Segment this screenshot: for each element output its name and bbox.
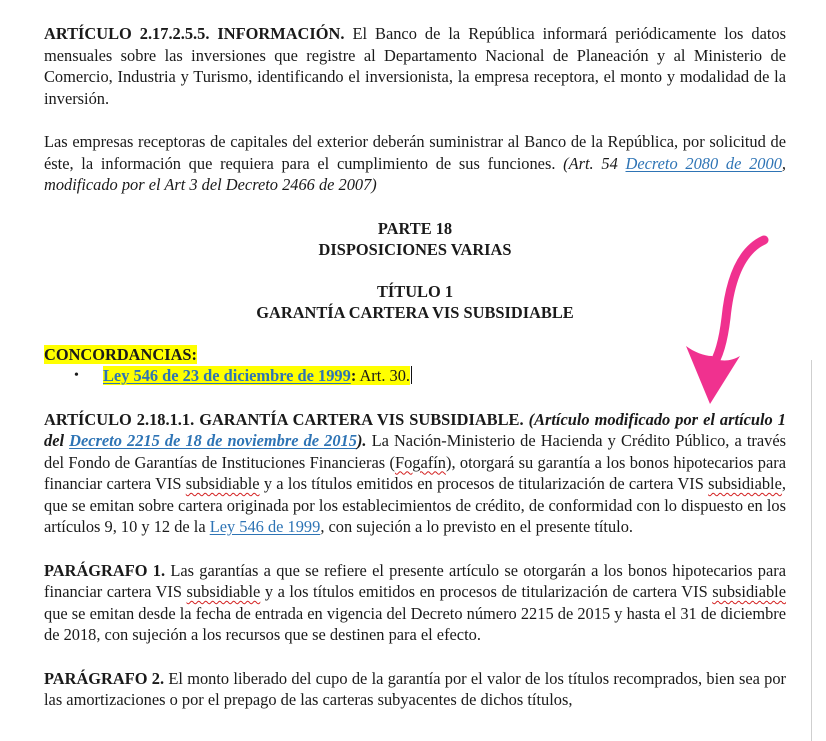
titulo-title: GARANTÍA CARTERA VIS SUBSIDIABLE bbox=[256, 303, 574, 322]
modification-prefix: (Artículo modificado por el artículo 1 del bbox=[44, 409, 786, 450]
bullet: • bbox=[74, 368, 79, 383]
paragrafo-1 bbox=[44, 560, 786, 646]
article-body-part: , con sujeción a lo previsto en el presente título. bbox=[320, 517, 634, 536]
paragrafo-body-part: Las garantías a que se refiere el presente artículo se otorgarán a los bonos hipotecarios para financiar cartera VIS bbox=[44, 560, 786, 601]
article-body-part: ), otorgará su garantía a los bonos hipotecarios para financiar cartera VIS bbox=[44, 452, 786, 493]
modification-suffix: ). bbox=[356, 431, 367, 450]
decreto-2215-link[interactable]: Decreto 2215 de 18 de noviembre de 2015 bbox=[69, 431, 357, 450]
article-body-part: y a los títulos emitidos en procesos de titularización de cartera VIS bbox=[259, 474, 709, 493]
paragrafo-body: El monto liberado del cupo de la garantía por el valor de los títulos recomprados, bien sea por las amortizaciones o por el prepago de las carteras subyacentes de dichos títulos, bbox=[44, 668, 787, 709]
subsidiable-word: subsidiable bbox=[186, 582, 261, 601]
subsidiable-word: subsidiable bbox=[712, 582, 786, 601]
concordancias-label: CONCORDANCIAS: bbox=[44, 344, 197, 364]
subsidiable-word: subsidiable bbox=[708, 474, 782, 493]
subsidiable-word: subsidiable bbox=[185, 474, 260, 493]
article-body-part: La Nación-Ministerio de Hacienda y Crédito Público, a través del Fondo de Garantías de Instituciones Financieras ( bbox=[44, 431, 786, 472]
paragrafo-body-part: que se emitan desde la fecha de entrada en vigencia del Decreto número 2215 de 2015 y hasta el 31 de diciembre de 2018, con sujeción a los recursos que se destinen para el efecto. bbox=[44, 603, 786, 644]
article-heading: ARTÍCULO 2.17.2.5.5. INFORMACIÓN. bbox=[44, 24, 345, 43]
ley-546-link[interactable]: Ley 546 de 23 de diciembre de 1999 bbox=[103, 366, 351, 385]
paragrafo-heading: PARÁGRAFO 1. bbox=[44, 560, 166, 580]
page-edge-divider bbox=[811, 360, 812, 741]
article-body-part: , que se emitan sobre cartera originada por los establecimientos de crédito, de conformidad con lo dispuesto en los artículos 9, 10 y 12 de la bbox=[44, 474, 786, 536]
concordancia-colon: : bbox=[350, 366, 357, 385]
article-body: El Banco de la República informará periódicamente los datos mensuales sobre las inversiones que registre al Departamento Nacional de Planeación y al Ministerio de Comercio, Industria y Turismo, identificando el inversionista, la empresa receptora, el monto y modalidad de la inversión. bbox=[44, 24, 787, 108]
reference-prefix: (Art. 54 bbox=[563, 153, 626, 173]
article-informacion bbox=[44, 23, 786, 109]
text-cursor bbox=[411, 366, 412, 384]
pink-curved-arrow-icon bbox=[660, 228, 800, 418]
paragrafo-body-part: y a los títulos emitidos en procesos de titularización de cartera VIS bbox=[260, 582, 713, 601]
reference-suffix: , modificado por el Art 3 del Decreto 2466 de 2007) bbox=[44, 153, 786, 194]
decreto-2080-link[interactable]: Decreto 2080 de 2000 bbox=[625, 153, 782, 173]
empresas-paragraph bbox=[44, 131, 786, 196]
article-garantia bbox=[44, 409, 786, 538]
ley-546-1999-link[interactable]: Ley 546 de 1999 bbox=[209, 517, 321, 536]
parte-title: DISPOSICIONES VARIAS bbox=[318, 240, 512, 259]
paragraph-body: Las empresas receptoras de capitales del exterior deberán suministrar al Banco de la República, por solicitud de éste, la información que requiera para el cumplimiento de sus funciones. bbox=[44, 132, 786, 173]
concordancia-suffix: Art. 30. bbox=[356, 366, 411, 385]
paragrafo-heading: PARÁGRAFO 2. bbox=[44, 668, 165, 688]
paragrafo-2 bbox=[44, 668, 786, 711]
titulo-number: TÍTULO 1 bbox=[376, 281, 454, 301]
parte-number: PARTE 18 bbox=[377, 218, 453, 238]
article-heading: ARTÍCULO 2.18.1.1. GARANTÍA CARTERA VIS SUBSIDIABLE. bbox=[44, 409, 524, 429]
fogafin-word: Fogafín bbox=[394, 452, 446, 472]
